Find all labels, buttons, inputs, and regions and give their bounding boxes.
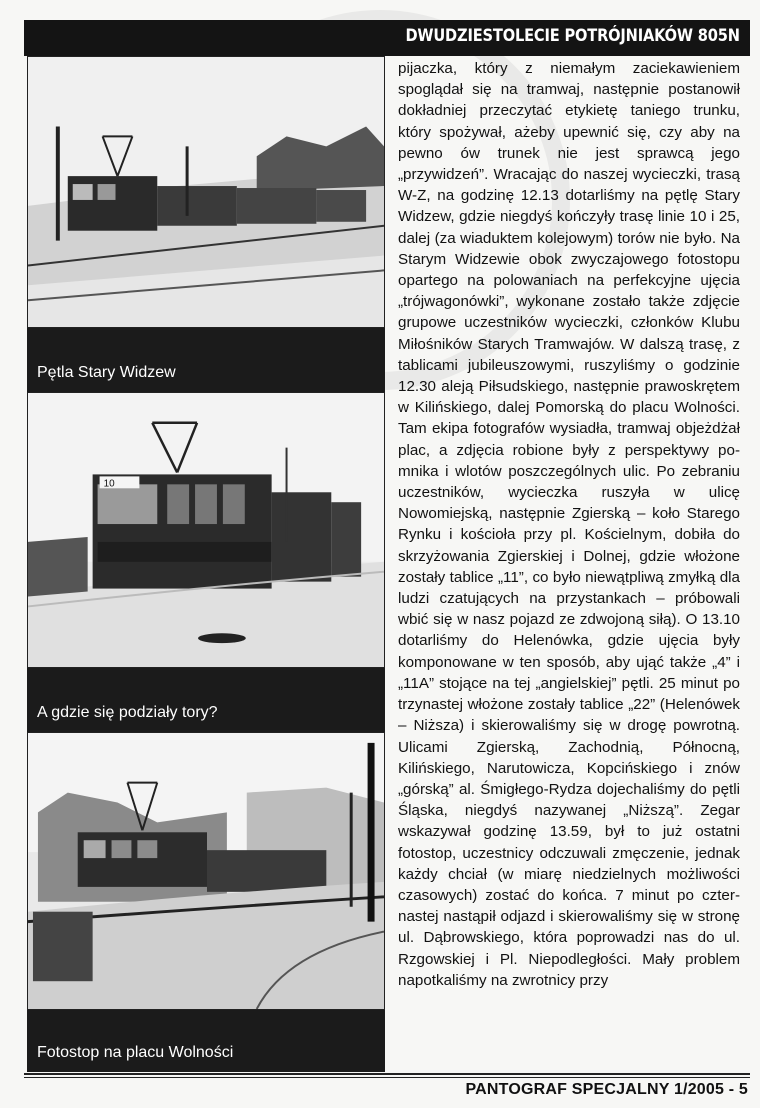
header-bar — [24, 20, 750, 56]
footer-publication: PANTOGRAF SPECJALNY 1/2005 - 5 — [465, 1081, 748, 1098]
footer-rule — [24, 1073, 750, 1075]
photo-caption: Fotostop na placu Wolności — [37, 1044, 234, 1061]
article-title: DWUDZIESTOLECIE POTRÓJNIAKÓW 805N — [405, 26, 740, 46]
photo-missing-tracks — [27, 392, 385, 668]
article-body — [398, 58, 740, 991]
article-paragraph: pijaczka, który z niemałym zaciekawieniem spoglądał się na tramwaj, następnie postanowił dokładniej przeczytać etykietę taniego trunku, który spożywał, ażeby upewnić się, czy aby na pewno ów trunek nie jest sprawcą jego „przywidzeń”. Wracając do naszej wycieczki, trasą W-Z, na godzinę 12.13 dotarliśmy na pętlę Stary Widzew, gdzie niegdyś kończyły trasę linie 10 i 25, dalej (za wiaduktem kolejowym) torów nie było. Na Starym Widzewie obok zwyczajowego fotostopu opartego na polowaniach na perfekcyjne ujęcia „trójwagonówki”, wykonane zostało także zdjęcie grupowe uczestników wycieczki, członków Klubu Miłośników Starych Tramwajów. W dalszą trasę, z tablicami jubileuszowymi, ruszyliśmy o godzinie 12.30 aleją Piłsudskiego, następnie prawoskrętem w Kilińskiego, dalej Pomorską do placu Wolności. Tam ekipa fotografów wysiadła, tramwaj objeżdżał plac, a zdjęcia robione były z perspektywy pomnika i wlotów poszczególnych ulic. Po zebraniu uczestników, wycieczka ruszyła w ulicę Nowomiejską, następnie Zgierską – koło Starego Rynku i kościoła przy pl. Kościelnym, dobiła do skrzyżowania Zgierskiej i Dolnej, gdzie włożone zostały tablice „11”, co było niewątpliwą zmyłką dla ludzi czatujących na przystankach – próbowali wbić się w nasz pojazd ze zdwojoną siłą). O 13.10 dotarliśmy do Helenówka, gdzie ujęcia były komponowane w ten sposób, aby ująć także „4” i „11A” stojące na tej „angielskiej” pętli. 25 minut po trzynastej włożone zostały tablice „22” (Helenówek – Niższa) i skierowaliśmy się w drogę powrotną. Ulicami Zgierską, Zachodnią, Północną, Kilińskiego, Narutowicza, Kopcińskiego i znów „górską” al. Śmigłego-Rydza dojechaliśmy do pętli Śląska, niegdyś nazywanej „Niższą”. Zegar wskazywał godzinę 13.59, był to już ostatni fotostop, uczestnicy odczuwali zmęczenie, jednak każdy chciał (w miarę niedzielnych możliwości czasowych) zostać do końca. 7 minut po czternastej nastąpił odjazd i skierowaliśmy się w stronę ul. Dąbrowskiego, która poprowadzi nas do ul. Rzgowskiej i Pl. Niepodległości. Mały problem napotkaliśmy na zwrotnicy przy — [398, 60, 740, 989]
photo-stary-widzew — [27, 56, 385, 328]
footer-rule-thin — [24, 1077, 750, 1078]
photo-caption-bar — [27, 328, 385, 392]
route-sign: 10 — [103, 478, 115, 490]
photo-caption-bar — [27, 1010, 385, 1072]
photo-caption: Pętla Stary Widzew — [37, 364, 176, 381]
photo-caption: A gdzie się podziały tory? — [37, 704, 218, 721]
photo-plac-wolnosci — [27, 732, 385, 1010]
photo-caption-bar — [27, 668, 385, 732]
